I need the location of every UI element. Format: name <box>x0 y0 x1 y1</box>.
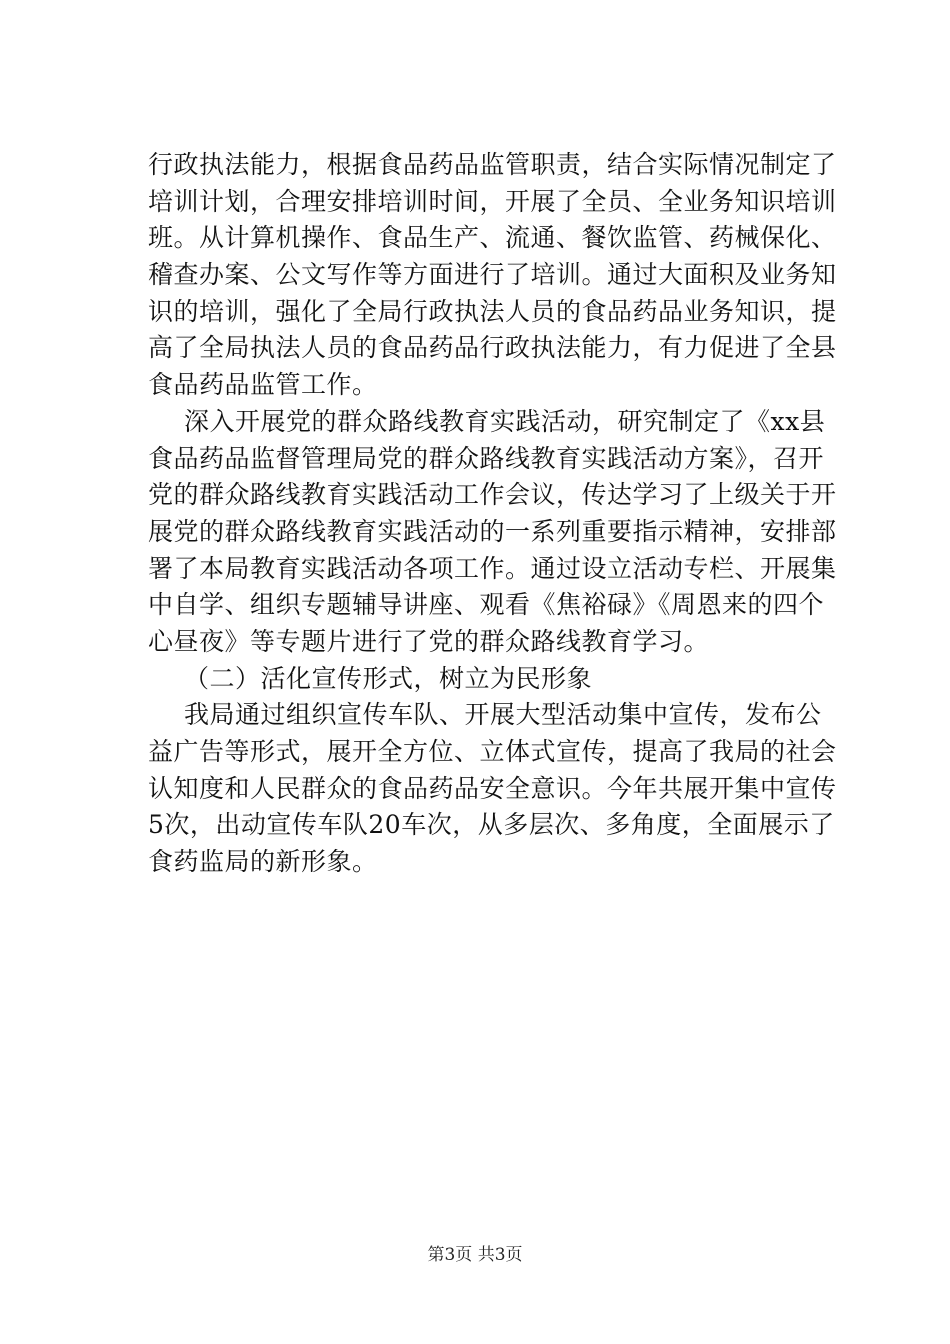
text-line: 展党的群众路线教育实践活动的一系列重要指示精神，安排部 <box>148 516 837 546</box>
text-line: 中自学、组织专题辅导讲座、观看《焦裕碌》《周恩来的四个 <box>148 590 825 620</box>
text-line: 食药监局的新形象。 <box>148 847 378 877</box>
text-line: 认知度和人民群众的食品药品安全意识。今年共展开集中宣传 <box>148 773 837 803</box>
text-line: 班。从计算机操作、食品生产、流通、餐饮监管、药械保化、 <box>148 223 837 253</box>
body-text <box>148 147 837 881</box>
text-line: 食品药品监督管理局党的群众路线教育实践活动方案》，召开 <box>148 443 825 473</box>
text-line: 食品药品监管工作。 <box>148 370 378 400</box>
page-footer: 第3页 共3页 <box>427 1245 523 1265</box>
text-line: 稽查办案、公文写作等方面进行了培训。通过大面积及业务知 <box>148 260 837 290</box>
text-line: 培训计划，合理安排培训时间，开展了全员、全业务知识培训 <box>148 186 837 216</box>
paragraph-start-line: 我局通过组织宣传车队、开展大型活动集中宣传，发布公 <box>184 700 822 730</box>
text-line: 党的群众路线教育实践活动工作会议，传达学习了上级关于开 <box>148 480 837 510</box>
paragraph-start-line: 深入开展党的群众路线教育实践活动，研究制定了《xx县 <box>184 406 826 436</box>
text-line: 识的培训，强化了全局行政执法人员的食品药品业务知识，提 <box>148 296 837 326</box>
text-line: 高了全局执法人员的食品药品行政执法能力，有力促进了全县 <box>148 333 837 363</box>
text-line: 行政执法能力，根据食品药品监管职责，结合实际情况制定了 <box>148 150 837 179</box>
section-heading: （二）活化宣传形式，树立为民形象 <box>184 663 593 693</box>
text-line: 5次，出动宣传车队20车次，从多层次、多角度，全面展示了 <box>148 810 835 840</box>
text-line: 益广告等形式，展开全方位、立体式宣传，提高了我局的社会 <box>148 737 837 766</box>
text-line: 署了本局教育实践活动各项工作。通过设立活动专栏、开展集 <box>148 553 837 583</box>
text-line: 心昼夜》等专题片进行了党的群众路线教育学习。 <box>148 626 710 656</box>
